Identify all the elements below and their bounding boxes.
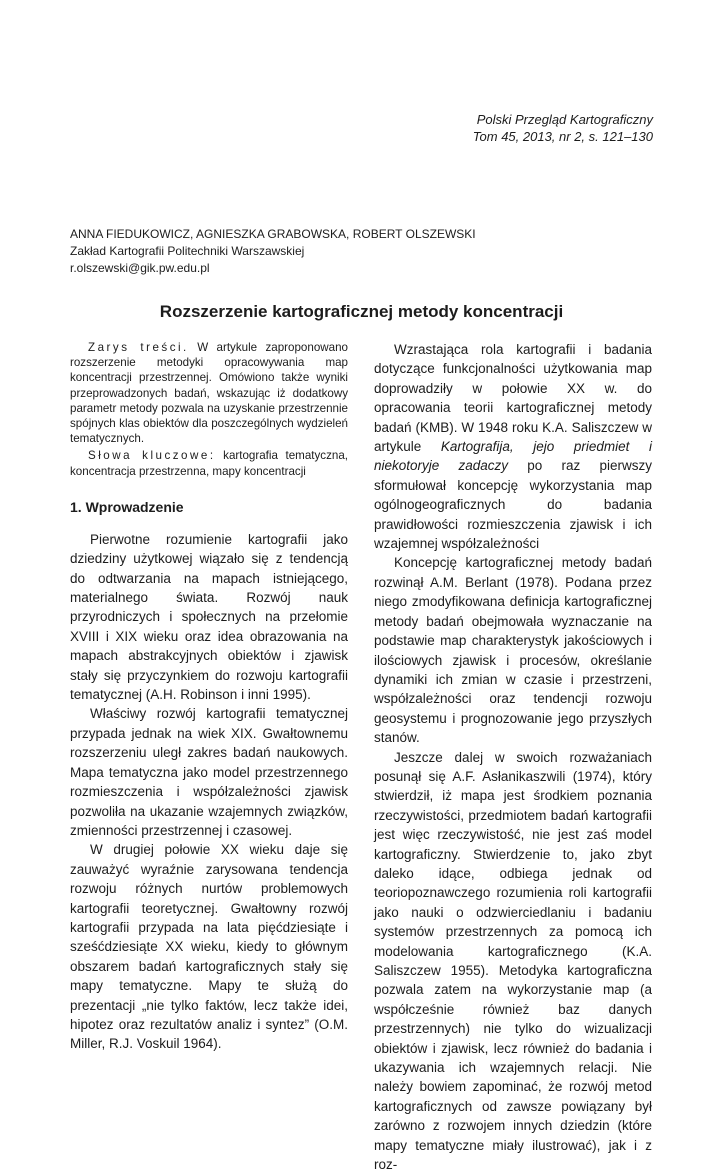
body-paragraph: Pierwotne rozumienie kartografii jako dziedziny użytkowej wiązało się z tendencją do odtwarzania na mapach istniejącego, materialnego świata. Rozwój nauk przyrodniczych i społecznych na przełomie XVIII i XIX wieku oraz idea obrazowania na mapach abstrakcyjnych obiektów i zjawisk stały się przyczynkiem do rozwoju kartografii tematycznej (A.H. Robinson i inni 1995). <box>70 531 348 703</box>
keywords-text: kartografia tematyczna, koncentracja przestrzenna, mapy koncentracji <box>70 449 348 478</box>
section-body <box>70 530 348 1054</box>
journal-header <box>473 111 653 145</box>
abstract-label: Zarys treści. <box>88 341 189 354</box>
body-paragraph: Koncepcję kartograficznej metody badań rozwinął A.M. Berlant (1978). Podana przez niego zmodyfikowana definicja kartograficznej metody badań obejmowała wyznaczanie na podstawie map charakterystyk jakościowych i ilościowych zjawisk i procesów, określanie dynamiki ich zmian w czasie i przestrzeni, współzależności oraz tendencji rozwoju geosystemu i prognozowanie jego przyszłych stanów. <box>374 555 652 746</box>
author-email: r.olszewski@gik.pw.edu.pl <box>70 261 210 275</box>
body-text: Wzrastająca rola kartografii i badania dotyczące funkcjonalności użytkowania map doprowadziły w połowie XX w. do opracowania teorii kartograficznej metody badań (KMB). W 1948 roku K.A. Saliszczew w artykule <box>374 342 652 455</box>
keywords-label: Słowa kluczowe: <box>88 449 216 463</box>
journal-volume: Tom 45, 2013, nr 2, s. 121–130 <box>472 129 653 144</box>
abstract-paragraph <box>70 340 348 446</box>
body-paragraph: Właściwy rozwój kartografii tematycznej przypada jednak na wiek XIX. Gwałtownemu rozszerzeniu uległ zakres badań naukowych. Mapa tematyczna jako model przestrzennego rozmieszczenia i współzależności zjawisk pozwoliła na ukazanie wzajemnych związków, zmienności przestrzennej i czasowej. <box>70 706 348 838</box>
author-affiliation: Zakład Kartografii Politechniki Warszawskiej <box>70 244 305 258</box>
body-paragraph: W drugiej połowie XX wieku daje się zauważyć wyraźnie zarysowana tendencja rozwoju różnych nurtów problemowych kartografii teoretycznej. Gwałtowny rozwój kartografii przypada na lata pięćdziesiąte i sześćdziesiąte XX wieku, kiedy to głównym obszarem badań kartograficznych stały się mapy tematyczne. Mapy te służą do prezentacji „nie tylko faktów, lecz także idei, hipotez oraz rezultatów analiz i syntez” (O.M. Miller, R.J. Voskuil 1964). <box>70 842 348 1052</box>
author-names: ANNA FIEDUKOWICZ, AGNIESZKA GRABOWSKA, ROBERT OLSZEWSKI <box>70 227 476 241</box>
journal-name: Polski Przegląd Kartograficzny <box>476 112 653 127</box>
body-paragraph: Jeszcze dalej w swoich rozważaniach posunął się A.F. Asłanikaszwili (1974), który stwierdził, iż mapa jest środkiem poznania rzeczywistości, przedmiotem badań kartografii jest więc rzeczywistość, nie jest zaś model kartograficzny. Stwierdzenie to, jako zbyt daleko idące, odbiega jednak od teoriopoznawczego rozumienia roli kartografii jako nauki o odzwierciedlaniu i badaniu systemów przestrzennych za pomocą ich modelowania kartograficznego (K.A. Saliszczew 1955). Metodyka kartograficzna pozwala zatem na wykorzystanie map (a współcześnie również baz danych przestrzennych) nie tylko do wizualizacji obiektów i zjawisk, lecz również do badania i ukazywania ich wzajemnych relacji. Nie należy bowiem zapominać, że rozwój metod kartograficznych od zawsze powiązany był zarówno z rozwojem innych dziedzin (które mapy tematyczne miały ilustrować), jak i z roz- <box>374 749 652 1173</box>
body-text: po raz pierwszy sformułował koncepcję wykorzystania map ogólnogeograficznych do badania prawidłowości rozmieszczenia zjawisk i ich wzajemnej współzależności <box>374 458 652 552</box>
cited-article-title: Kartografija, jejo priedmiet i niekotoryje zadaczy <box>374 439 652 474</box>
keywords-paragraph <box>70 448 348 478</box>
section-heading: 1. Wprowadzenie <box>70 498 184 515</box>
right-column <box>374 340 652 1174</box>
abstract-text: W artykule zaproponowano rozszerzenie metodyki opracowywania map koncentracji przestrzennej. Omówiono także wyniki przeprowadzonych badań, wskazując iż dodatkowy parametr metody pozwala na uzyskanie przestrzennie spójnych klas obiektów dla poszczególnych wydzieleń tematycznych. <box>70 341 348 446</box>
body-paragraph <box>374 340 652 553</box>
article-title: Rozszerzenie kartograficznej metody koncentracji <box>159 302 564 321</box>
left-column <box>70 340 348 1054</box>
author-block <box>70 226 476 277</box>
abstract <box>70 340 348 479</box>
